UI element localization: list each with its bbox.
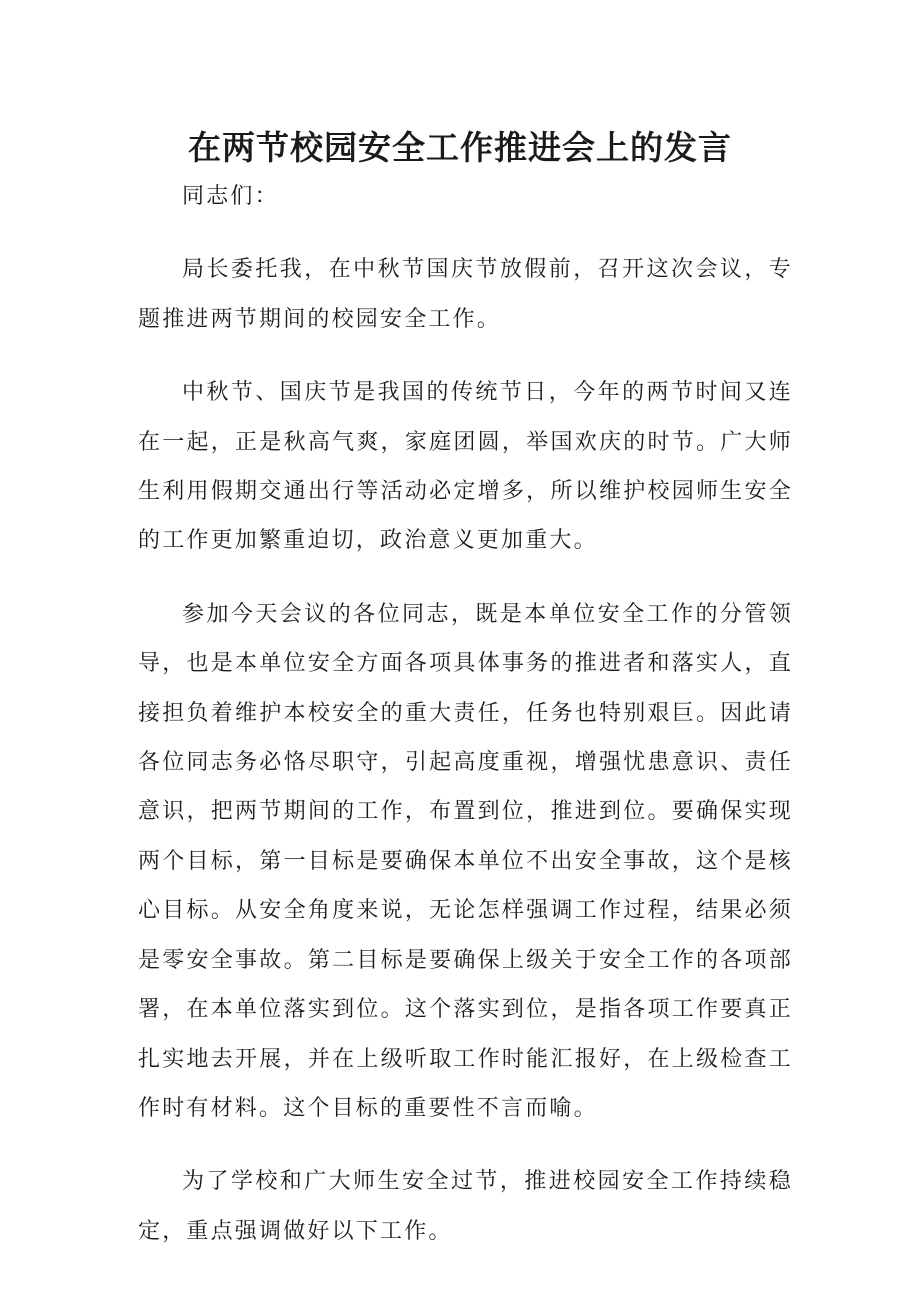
document-title: 在两节校园安全工作推进会上的发言 — [188, 128, 732, 167]
paragraph: 参加今天会议的各位同志，既是本单位安全工作的分管领导，也是本单位安全方面各项具体事务的推进者和落实人，直接担负着维护本校安全的重大责任，任务也特别艰巨。因此请各位同志务必恪尽职守，引起高度重视，增强忧患意识、责任意识，把两节期间的工作，布置到位，推进到位。要确保实现两个目标，第一目标是要确保本单位不出安全事故，这个是核心目标。从安全角度来说，无论怎样强调工作过程，结果必须是零安全事故。第二目标是要确保上级关于安全工作的各项部署，在本单位落实到位。这个落实到位，是指各项工作要真正扎实地去开展，并在上级听取工作时能汇报好，在上级检查工作时有材料。这个目标的重要性不言而喻。 — [138, 601, 793, 1121]
salutation: 同志们： — [182, 184, 279, 209]
paragraph: 中秋节、国庆节是我国的传统节日，今年的两节时间又连在一起，正是秋高气爽，家庭团圆，举国欢庆的时节。广大师生利用假期交通出行等活动必定增多，所以维护校园师生安全的工作更加繁重迫切，政治意义更加重大。 — [138, 380, 793, 554]
paragraph: 为了学校和广大师生安全过节，推进校园安全工作持续稳定，重点强调做好以下工作。 — [138, 1169, 793, 1244]
paragraph: 局长委托我，在中秋节国庆节放假前，召开这次会议，专题推进两节期间的校园安全工作。 — [138, 257, 793, 332]
document-body — [138, 172, 793, 1280]
